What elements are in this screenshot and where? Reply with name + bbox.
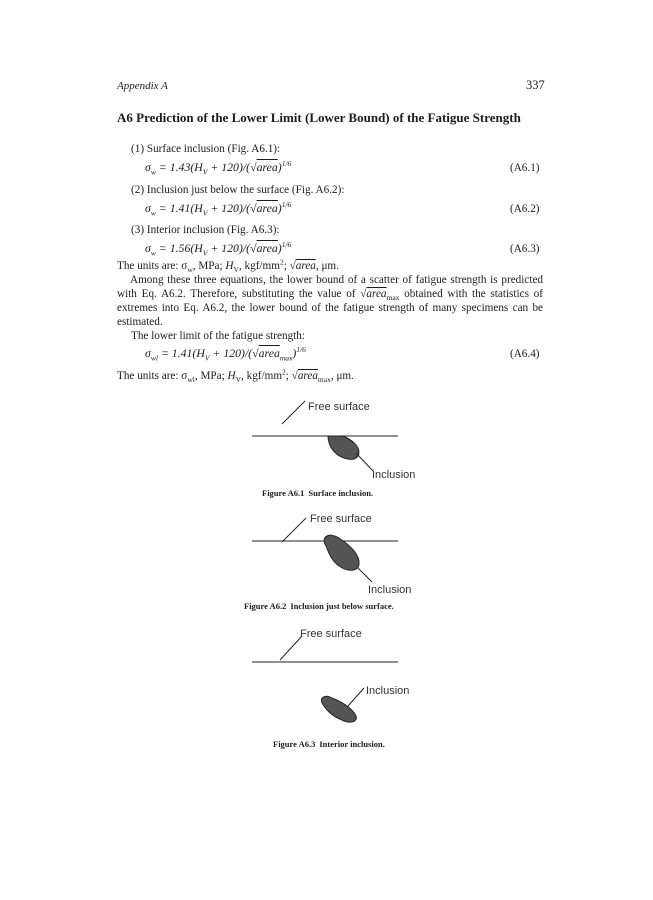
section-title: A6 Prediction of the Lower Limit (Lower Bound) of the Fatigue Strength: [117, 110, 521, 125]
case-2-label: (2) Inclusion just below the surface (Fig. A6.2):: [131, 184, 345, 196]
fig3-free-surface-label: Free surface: [300, 628, 362, 640]
case-3-label: (3) Interior inclusion (Fig. A6.3):: [131, 224, 280, 236]
figure-a6-1-caption: Figure A6.1 Surface inclusion.: [262, 488, 374, 498]
body-paragraph: Among these three equations, the lower bound of a scatter of fatigue strength is predicted with Eq. A6.2. Therefore, substituting the value of √area$_{max}$ obtained with the statistics of extremes into Eq. A6.2, the lower bound of the fatigue strength of many specimens can be estimated.: [117, 274, 543, 328]
equation-a6-2: $\sigma_w = 1.41(H_V$ + 120)/(√area)$^{1/6}$: [145, 200, 292, 218]
free-surface-leader: [282, 401, 305, 424]
eq-number-a6-2: (A6.2): [510, 203, 540, 215]
case-1-label: (1) Surface inclusion (Fig. A6.1):: [131, 143, 281, 155]
fig1-inclusion-label: Inclusion: [372, 469, 416, 481]
free-surface-leader: [280, 636, 302, 660]
running-header: Appendix A: [117, 80, 168, 92]
fig3-inclusion-label: Inclusion: [366, 685, 410, 697]
eq-number-a6-3: (A6.3): [510, 243, 540, 255]
free-surface-leader: [282, 518, 306, 542]
figure-a6-3-caption: Figure A6.3 Interior inclusion.: [273, 739, 385, 749]
equation-a6-3: $\sigma_w = 1.56(H_V$ + 120)/(√area)$^{1/6}$: [145, 240, 292, 258]
eq-number-a6-4: (A6.4): [510, 348, 540, 360]
eq-number-a6-1: (A6.1): [510, 162, 540, 174]
inclusion-shape: [322, 696, 357, 722]
inclusion-leader: [358, 568, 372, 582]
lower-limit-intro: The lower limit of the fatigue strength:: [131, 330, 305, 342]
equation-a6-1: $\sigma_w = 1.43(H_V$ + 120)/(√area)$^{1/6}$: [145, 159, 292, 177]
inclusion-shape: [324, 535, 359, 570]
fig2-inclusion-label: Inclusion: [368, 584, 412, 596]
page-number: 337: [526, 78, 545, 92]
units-line-2: The units are: $\sigma_{wl}$, MPa; $H_V$, kgf/$mm^2$; √area$_{max}$, μm.: [117, 367, 354, 385]
inclusion-shape: [328, 436, 359, 459]
equation-a6-4: $\sigma_{wl} = 1.41(H_V$ + 120)/(√area$_{max}$)$^{1/6}$: [145, 345, 306, 363]
units-line-1: The units are: $\sigma_w$, MPa; $H_V$, kgf/$mm^2$; √area, μm.: [117, 257, 339, 275]
fig1-free-surface-label: Free surface: [308, 401, 370, 413]
figure-a6-2-caption: Figure A6.2 Inclusion just below surface.: [244, 601, 394, 611]
inclusion-leader: [356, 453, 373, 471]
fig2-free-surface-label: Free surface: [310, 513, 372, 525]
inclusion-leader: [348, 688, 364, 706]
